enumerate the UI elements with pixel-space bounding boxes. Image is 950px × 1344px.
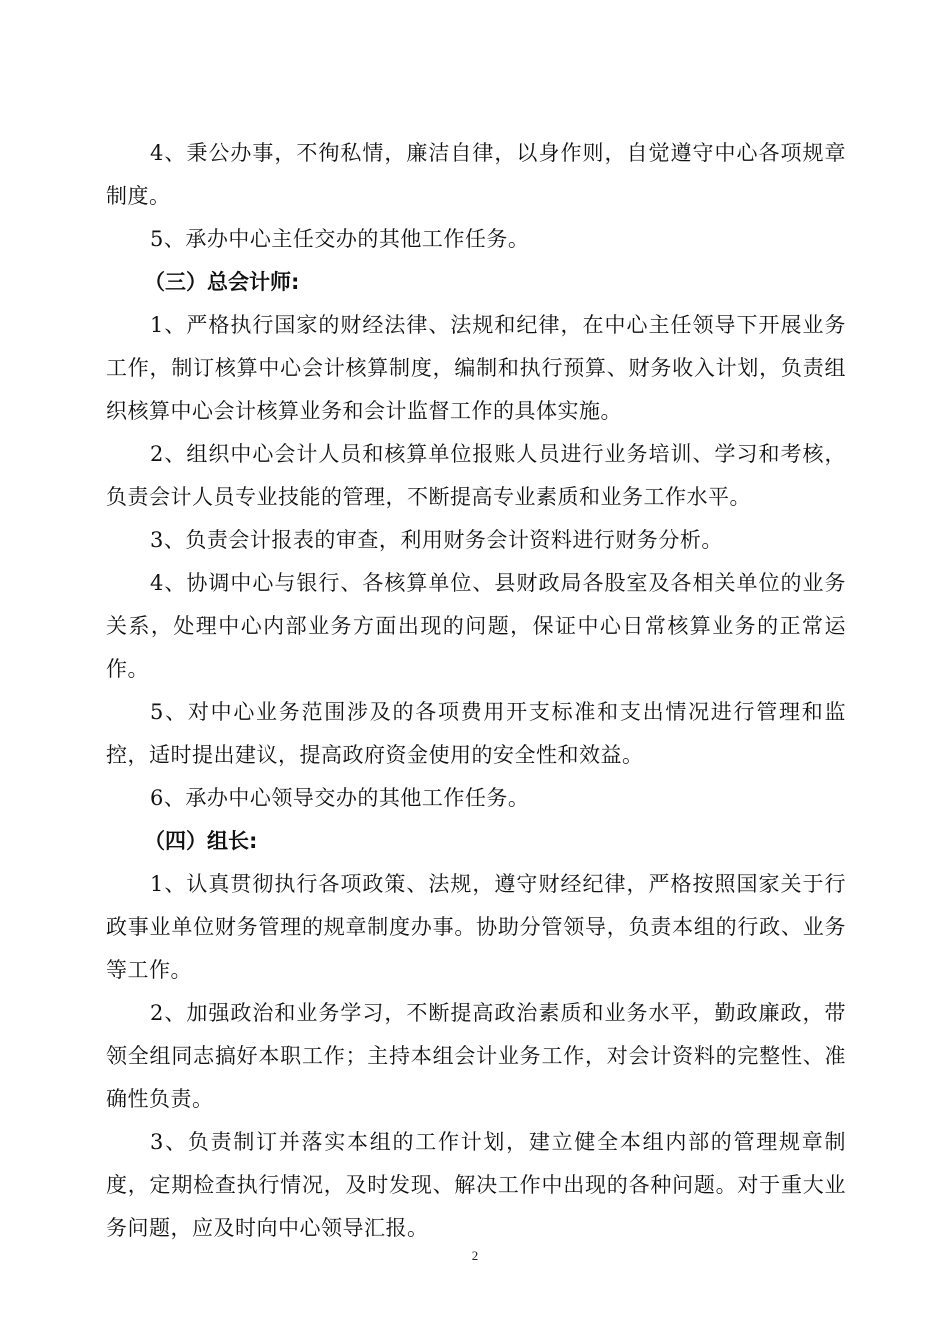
section-heading: （四）组长:: [144, 829, 258, 853]
paragraph: 2、组织中心会计人员和核算单位报账人员进行业务培训、学习和考核，负责会计人员专业技能的管理，不断提高专业素质和业务工作水平。: [106, 442, 846, 509]
paragraph: 4、协调中心与银行、各核算单位、县财政局各股室及各相关单位的业务关系，处理中心内部业务方面出现的问题，保证中心日常核算业务的正常运作。: [106, 571, 846, 681]
paragraph: 1、认真贯彻执行各项政策、法规，遵守财经纪律，严格按照国家关于行政事业单位财务管理的规章制度办事。协助分管领导，负责本组的行政、业务等工作。: [106, 872, 846, 982]
page-number: 2: [471, 1248, 479, 1263]
paragraph: 4、秉公办事，不徇私情，廉洁自律，以身作则，自觉遵守中心各项规章制度。: [106, 141, 846, 208]
section-heading: （三）总会计师:: [144, 270, 300, 294]
paragraph: 2、加强政治和业务学习，不断提高政治素质和业务水平，勤政廉政，带领全组同志搞好本职工作；主持本组会计业务工作，对会计资料的完整性、准确性负责。: [106, 1001, 846, 1111]
paragraph: 3、负责制订并落实本组的工作计划，建立健全本组内部的管理规章制度，定期检查执行情况，及时发现、解决工作中出现的各种问题。对于重大业务问题，应及时向中心领导汇报。: [106, 1130, 846, 1240]
paragraph: 3、负责会计报表的审查，利用财务会计资料进行财务分析。: [150, 528, 723, 552]
paragraph: 5、对中心业务范围涉及的各项费用开支标准和支出情况进行管理和监控，适时提出建议，提高政府资金使用的安全性和效益。: [106, 700, 846, 767]
paragraph: 5、承办中心主任交办的其他工作任务。: [150, 227, 530, 251]
document-body: [106, 132, 846, 1250]
paragraph: 1、严格执行国家的财经法律、法规和纪律，在中心主任领导下开展业务工作，制订核算中心会计核算制度，编制和执行预算、财务收入计划，负责组织核算中心会计核算业务和会计监督工作的具体实施。: [106, 313, 846, 423]
paragraph: 6、承办中心领导交办的其他工作任务。: [150, 786, 530, 810]
